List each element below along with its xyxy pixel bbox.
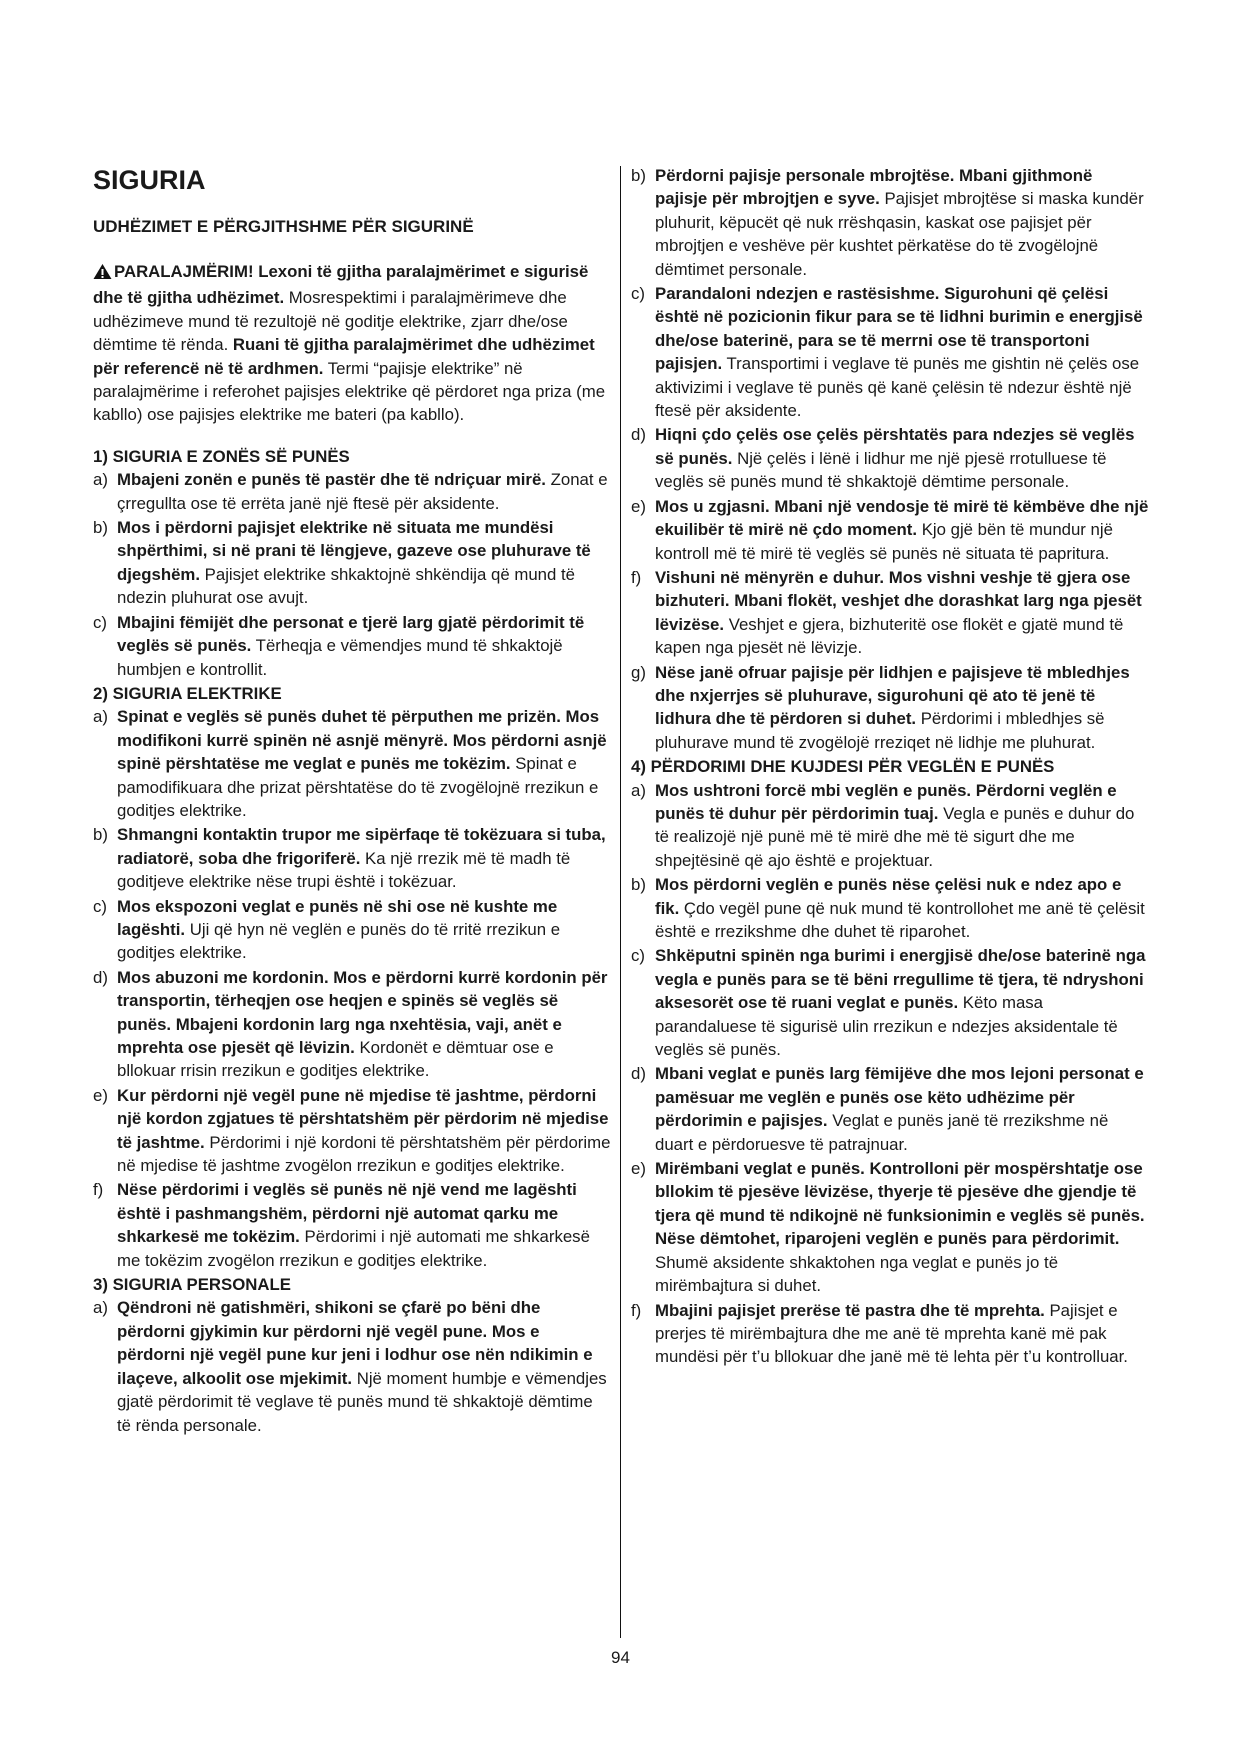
item-body [655, 423, 1149, 493]
page-number: 94 [611, 1648, 630, 1667]
item-plain-text: Uji që hyn në veglën e punës do të rritë rrezikun e goditjes elektrike. [117, 919, 561, 963]
item-label: e) [631, 1159, 646, 1179]
left-item [93, 895, 611, 965]
item-plain-text: Përdorimi i mbledhjes së pluhurave mund të zvogëlojë rreziqet në lidhje me pluhurat. [655, 709, 1105, 752]
intro-bold-2: Ruani të gjitha paralajmërimet dhe udhëzimet për referencë në të ardhmen. [93, 335, 595, 378]
item-label: b) [631, 875, 646, 895]
section4-item [631, 779, 1149, 873]
item-plain-text: Pajisjet e prerjes të mirëmbajtura dhe me anë të mprehta kanë më pak mundësi për t’u bllokuar dhe janë më të lehta për t’u kontrolluar. [655, 1300, 1128, 1367]
item-plain-text: Spinat e pamodifikuara dhe prizat përshtatëse do të zvogëlojnë rrezikun e goditjes elektrike. [117, 754, 599, 820]
item-bold-text: Parandaloni ndezjen e rastësishme. Sigurohuni që çelësi është në pozicionin fikur para se të lidhni burimin e energjisë dhe/ose baterinë, para se të merrni ose të transportoni pajisjen. [655, 284, 1143, 374]
left-item [93, 966, 611, 1083]
item-body [655, 873, 1149, 943]
item-label: f) [631, 567, 642, 587]
item-bold-text: Mos u zgjasni. Mbani një vendosje të mirë të këmbëve dhe një ekuilibër të mirë në çdo moment. [655, 496, 1149, 540]
intro-warning [93, 260, 611, 427]
item-plain-text: Një çelës i lënë i lidhur me një pjesë rrotulluese të veglës së punës mund të shkaktojë dëmtime personale. [655, 448, 1107, 492]
item-plain-text: Përdorimi i një automati me shkarkesë me tokëzim zvogëlon rrezikun e goditjes elektrike. [117, 1227, 590, 1270]
section4-item [631, 1062, 1149, 1156]
item-label: b) [93, 518, 108, 538]
left-item [93, 1178, 611, 1272]
intro-text-2: Termi “pajisje elektrike” në paralajmërime i referohet pajisjes elektrike që përdoret nga priza (me kabllo) ose pajisjes elektrike me bateri (pa kabllo). [93, 358, 606, 425]
item-body [655, 779, 1149, 873]
item-label: c) [93, 612, 107, 632]
item-body [117, 966, 611, 1083]
item-plain-text: Pajisjet elektrike shkaktojnë shkëndija që mund të ndezin pluhurat ose avujt. [117, 564, 575, 608]
item-label: c) [631, 946, 645, 966]
right-item [631, 566, 1149, 660]
item-label: a) [93, 470, 108, 490]
section-heading: 4) PËRDORIMI DHE KUJDESI PËR VEGLËN E PUNËS [631, 757, 1055, 777]
item-label: e) [93, 1085, 108, 1105]
section-subtitle: UDHËZIMET E PËRGJITHSHME PËR SIGURINË [93, 217, 474, 236]
item-body [117, 516, 611, 610]
item-label: d) [93, 967, 108, 987]
item-plain-text: Vegla e punës e duhur do të realizojë një punë më të mirë dhe më të sigurt dhe me shpejtësinë që ajo është e projektuar. [655, 803, 1135, 870]
item-body [655, 164, 1149, 281]
section-4 [631, 755, 1149, 1369]
item-bold-text: Mirëmbani veglat e punës. Kontrolloni për mospërshtatje ose bllokim të pjesëve lëvizëse, thyerje të pjesëve dhe gjendje të tjera që mund të ndikojnë në funksionimin e veglës së punës. Nëse dëmtohet, riparojeni veglën e punës para përdorimit. [655, 1159, 1145, 1249]
intro-text-1: Mosrespektimi i paralajmërimeve dhe udhëzimeve mund të rezultojë në goditje elektrike, zjarr dhe/ose dëmtime të rënda. [93, 288, 568, 355]
item-label: c) [631, 284, 645, 304]
item-bold-text: Spinat e veglës së punës duhet të përputhen me prizën. Mos modifikoni kurrë spinën në asnjë mënyrë. Mos përdorni asnjë spinë përshtatëse me veglat e punës me tokëzim. [117, 707, 607, 774]
item-label: a) [93, 1298, 108, 1318]
left-item [93, 823, 611, 893]
item-body [655, 1062, 1149, 1156]
right-item [631, 282, 1149, 422]
item-bold-text: Mbani veglat e punës larg fëmijëve dhe mos lejoni personat e pamësuar me veglën e punës ose këto udhëzime për përdorimin e pajisjes. [655, 1064, 1144, 1131]
item-body [117, 895, 611, 965]
item-plain-text: Kjo gjë bën të mundur një kontroll më të mirë të veglës së punës në situata të papritura. [655, 520, 1113, 563]
section4-item [631, 1299, 1149, 1369]
left-item [93, 1084, 611, 1178]
item-plain-text: Çdo vegël pune që nuk mund të kontrollohet me anë të çelësit është e rrezikshme dhe duhet të riparohet. [655, 898, 1145, 941]
section-heading: 3) SIGURIA PERSONALE [93, 1275, 291, 1295]
item-plain-text: Pajisjet mbrojtëse si maska kundër pluhurit, këpucët që nuk rrëshqasin, kaskat ose pajisjet për mbrojtjen e veshëve për kushtet përkatëse do të zvogëlojnë dëmtimet personale. [655, 189, 1144, 279]
item-body [117, 1178, 611, 1272]
item-bold-text: Shmangni kontaktin trupor me sipërfaqe të tokëzuara si tuba, radiatorë, soba dhe frigoriferë. [117, 825, 606, 868]
item-plain-text: Transportimi i veglave të punës me gishtin në çelës ose aktivizimi i veglave të punës që kanë çelësin të ndezur është një ftesë për aksidente. [655, 354, 1140, 421]
item-body [655, 1157, 1149, 1297]
item-bold-text: Mos i përdorni pajisjet elektrike në situata me mundësi shpërthimi, si në prani të lëngjeve, gazeve ose pluhurave të djegshëm. [117, 518, 591, 584]
section4-item [631, 944, 1149, 1061]
warning-icon [93, 263, 112, 286]
item-bold-text: Mbajini pajisjet prerëse të pastra dhe të mprehta. [655, 1300, 1045, 1320]
item-label: c) [93, 896, 107, 916]
item-label: a) [631, 780, 646, 800]
item-body [655, 566, 1149, 660]
item-label: e) [631, 496, 646, 516]
item-body [117, 611, 611, 681]
item-bold-text: Mos ekspozoni veglat e punës në shi ose në kushte me lagështi. [117, 896, 558, 939]
item-label: g) [631, 662, 646, 682]
section4-item [631, 873, 1149, 943]
item-bold-text: Kur përdorni një vegël pune në mjedise të jashtme, përdorni një kordon zgjatues të përshtatshëm për përdorim në mjedise të jashtme. [117, 1085, 609, 1152]
item-body [117, 705, 611, 822]
section-heading: 1) SIGURIA E ZONËS SË PUNËS [93, 446, 350, 466]
left-column [93, 164, 611, 1438]
item-plain-text: Zonat e çrregullta ose të errëta janë një ftesë për aksidente. [117, 470, 608, 513]
item-bold-text: Vishuni në mënyrën e duhur. Mos vishni veshje të gjera ose bizhuteri. Mbani flokët, veshjet dhe dorashkat larg nga pjesët lëvizëse. [655, 567, 1142, 634]
item-label: f) [93, 1180, 104, 1200]
item-body [117, 468, 611, 515]
item-label: b) [631, 166, 646, 185]
item-bold-text: Nëse janë ofruar pajisje për lidhjen e pajisjeve të mbledhjes dhe nxjerrjes së pluhurave, sigurohuni që ato të jenë të lidhura dhe të përdoren si duhet. [655, 662, 1130, 729]
right-item [631, 495, 1149, 565]
item-body [655, 495, 1149, 565]
item-plain-text: Përdorimi i një kordoni të përshtatshëm për përdorime në mjedise të jashtme zvogëlon rrezikun e goditjes elektrike. [117, 1132, 611, 1176]
left-item [93, 1296, 611, 1436]
item-plain-text: Tërheqja e vëmendjes mund të shkaktojë humbjen e kontrollit. [117, 636, 563, 679]
item-bold-text: Shkëputni spinën nga burimi i energjisë dhe/ose baterinë nga vegla e punës para se të bëni rregullime të tjera, të ndryshoni aksesorët ose të ruani veglat e punës. [655, 946, 1146, 1013]
item-label: f) [631, 1300, 642, 1320]
item-plain-text: Kordonët e dëmtuar ose e bllokuar rrisin rrezikun e goditjes elektrike. [117, 1038, 554, 1081]
item-body [655, 282, 1149, 422]
left-item [93, 468, 611, 515]
right-column [631, 164, 1149, 1370]
item-plain-text: Ka një rrezik më të madh të goditjeve elektrike nëse trupi është i tokëzuar. [117, 848, 571, 892]
item-bold-text: Mbajini fëmijët dhe personat e tjerë larg gjatë përdorimit të veglës së punës. [117, 612, 585, 656]
page-title: SIGURIA [93, 165, 206, 195]
item-plain-text: Këto masa parandaluese të sigurisë ulin rrezikun e ndezjes aksidentale të veglës së punës. [655, 993, 1118, 1060]
section4-item [631, 1157, 1149, 1297]
right-item [631, 164, 1149, 281]
item-bold-text: Hiqni çdo çelës ose çelës përshtatës para ndezjes së veglës së punës. [655, 425, 1135, 468]
left-item [93, 705, 611, 822]
left-item [93, 516, 611, 610]
section-heading: 2) SIGURIA ELEKTRIKE [93, 683, 282, 703]
item-label: d) [631, 1064, 646, 1084]
item-body [655, 1299, 1149, 1369]
item-bold-text: Përdorni pajisje personale mbrojtëse. Mbani gjithmonë pajisje për mbrojtjen e syve. [655, 166, 1093, 209]
item-bold-text: Mos abuzoni me kordonin. Mos e përdorni kurrë kordonin për transportin, tërheqjen ose heqjen e spinës së veglës së punës. Mbajeni kordonin larg nga nxehtësia, vaji, anët e mprehta ose pjesët që lëvizin. [117, 967, 608, 1057]
item-body [655, 944, 1149, 1061]
item-plain-text: Veshjet e gjera, bizhuteritë ose flokët e gjatë mund të kapen nga pjesët në lëvizje. [655, 614, 1124, 658]
item-bold-text: Mbajeni zonën e punës të pastër dhe të ndriçuar mirë. [117, 470, 546, 490]
right-item [631, 661, 1149, 755]
item-label: a) [93, 707, 108, 727]
item-plain-text: Shumë aksidente shkaktohen nga veglat e punës jo të mirëmbajtura si duhet. [655, 1252, 1059, 1296]
item-bold-text: Mos përdorni veglën e punës nëse çelësi nuk e ndez apo e fik. [655, 875, 1122, 918]
item-body [117, 1296, 611, 1436]
item-label: b) [93, 825, 108, 845]
item-bold-text: Nëse përdorimi i veglës së punës në një vend me lagështi është i pashmangshëm, përdorni një automat qarku me shkarkesë me tokëzim. [117, 1180, 577, 1247]
item-plain-text: Një moment humbje e vëmendjes gjatë përdorimit të veglave të punës mund të shkaktojë dëmtime të rënda personale. [117, 1368, 607, 1435]
left-sections [93, 445, 611, 1437]
item-bold-text: Mos ushtroni forcë mbi veglën e punës. Përdorni veglën e punës të duhur për përdorimin tuaj. [655, 780, 1117, 823]
item-body [655, 661, 1149, 755]
right-item [631, 423, 1149, 493]
item-body [117, 823, 611, 893]
left-item [93, 611, 611, 681]
item-body [117, 1084, 611, 1178]
right-items [631, 164, 1149, 754]
item-plain-text: Veglat e punës janë të rrezikshme në duart e përdoruesve të patrajnuar. [655, 1111, 1109, 1154]
item-bold-text: Qëndroni në gatishmëri, shikoni se çfarë po bëni dhe përdorni gjykimin kur përdorni një vegël pune. Mos e përdorni një vegël pune kur jeni i lodhur ose nën ndikimin e ilaçeve, alkoolit ose mjekimit. [117, 1298, 593, 1388]
column-divider [620, 166, 621, 1638]
item-label: d) [631, 425, 646, 445]
intro-bold-1: PARALAJMËRIM! Lexoni të gjitha paralajmërimet e sigurisë dhe të gjitha udhëzimet. [93, 262, 589, 308]
